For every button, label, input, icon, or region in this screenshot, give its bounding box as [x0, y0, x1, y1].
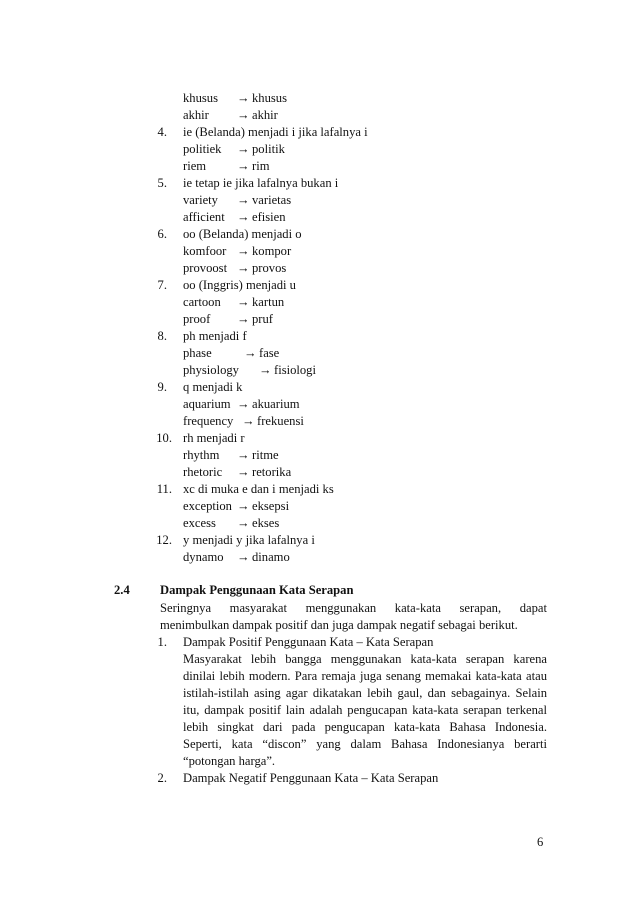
list-number: 1.: [157, 635, 167, 649]
arrow-icon: →: [237, 499, 250, 513]
example-target: provos: [252, 261, 287, 275]
arrow-icon: →: [237, 261, 250, 275]
paragraph-line: itu, dampak positif lain adalah pengucapan kata-kata serapan terkenal: [183, 703, 547, 717]
rule-number: 6.: [157, 227, 167, 241]
example-source: proof: [183, 312, 211, 326]
example-source: physiology: [183, 363, 239, 377]
rule-number: 7.: [157, 278, 167, 292]
paragraph-line: Masyarakat lebih bangga menggunakan kata-kata serapan karena: [183, 652, 547, 666]
example-source: komfoor: [183, 244, 227, 258]
example-source: rhythm: [183, 448, 220, 462]
example-target: fase: [259, 346, 280, 360]
example-target: dinamo: [252, 550, 290, 564]
rule-text: ie (Belanda) menjadi i jika lafalnya i: [183, 125, 368, 139]
rule-text: y menjadi y jika lafalnya i: [183, 533, 315, 547]
arrow-icon: →: [237, 210, 250, 224]
rule-number: 10.: [156, 431, 172, 445]
example-source: exception: [183, 499, 232, 513]
arrow-icon: →: [237, 397, 250, 411]
example-source: variety: [183, 193, 218, 207]
example-target: ekses: [252, 516, 280, 530]
arrow-icon: →: [237, 448, 250, 462]
paragraph-line: Seperti, kata “discon” yang dalam Bahasa Indonesianya berarti: [183, 737, 547, 751]
example-source: aquarium: [183, 397, 231, 411]
rule-text: ie tetap ie jika lafalnya bukan i: [183, 176, 339, 190]
arrow-icon: →: [237, 312, 250, 326]
arrow-icon: →: [237, 295, 250, 309]
arrow-icon: →: [237, 193, 250, 207]
rule-text: oo (Belanda) menjadi o: [183, 227, 302, 241]
paragraph-line: lebih singkat dari pada pengucapan kata-kata Bahasa Indonesia.: [183, 720, 547, 734]
arrow-icon: →: [242, 414, 255, 428]
arrow-icon: →: [259, 363, 272, 377]
example-source: khusus: [183, 91, 218, 105]
example-target: pruf: [252, 312, 273, 326]
example-target: akhir: [252, 108, 278, 122]
arrow-icon: →: [237, 159, 250, 173]
arrow-icon: →: [237, 91, 250, 105]
example-source: riem: [183, 159, 207, 173]
example-source: akhir: [183, 108, 209, 122]
example-target: akuarium: [252, 397, 300, 411]
section-number: 2.4: [114, 583, 130, 597]
intro-line: Seringnya masyarakat menggunakan kata-kata serapan, dapat: [160, 601, 547, 615]
arrow-icon: →: [244, 346, 257, 360]
rule-number: 11.: [156, 482, 172, 496]
example-source: frequency: [183, 414, 234, 428]
example-target: eksepsi: [252, 499, 290, 513]
example-target: varietas: [252, 193, 292, 207]
paragraph-line: istilah-istilah asing agar dikatakan lebih gaul, dan sebagainya. Selain: [183, 686, 547, 700]
example-source: afficient: [183, 210, 225, 224]
rule-text: q menjadi k: [183, 380, 243, 394]
rule-text: ph menjadi f: [183, 329, 247, 343]
arrow-icon: →: [237, 142, 250, 156]
example-target: ritme: [252, 448, 279, 462]
rule-number: 8.: [157, 329, 167, 343]
rule-number: 4.: [157, 125, 167, 139]
rule-number: 9.: [157, 380, 167, 394]
example-source: excess: [183, 516, 216, 530]
arrow-icon: →: [237, 465, 250, 479]
example-target: frekuensi: [257, 414, 304, 428]
example-target: kompor: [252, 244, 292, 258]
arrow-icon: →: [237, 108, 250, 122]
intro-line: menimbulkan dampak positif dan juga dampak negatif sebagai berikut.: [160, 618, 518, 632]
example-source: provoost: [183, 261, 228, 275]
rule-text: xc di muka e dan i menjadi ks: [183, 482, 334, 496]
arrow-icon: →: [237, 516, 250, 530]
section-title: Dampak Penggunaan Kata Serapan: [160, 583, 354, 597]
rule-text: rh menjadi r: [183, 431, 245, 445]
rule-number: 5.: [157, 176, 167, 190]
example-target: retorika: [252, 465, 292, 479]
example-target: fisiologi: [274, 363, 316, 377]
example-source: cartoon: [183, 295, 221, 309]
example-target: rim: [252, 159, 270, 173]
rule-text: oo (Inggris) menjadi u: [183, 278, 296, 292]
example-target: efisien: [252, 210, 286, 224]
rule-number: 12.: [156, 533, 172, 547]
example-target: khusus: [252, 91, 287, 105]
example-target: politik: [252, 142, 285, 156]
example-target: kartun: [252, 295, 285, 309]
example-source: rhetoric: [183, 465, 223, 479]
example-source: phase: [183, 346, 212, 360]
paragraph-line: dinilai lebih modern. Para remaja juga senang memakai kata-kata atau: [183, 669, 547, 683]
subsection-title: Dampak Positif Penggunaan Kata – Kata Serapan: [183, 635, 434, 649]
page-number: 6: [537, 835, 544, 849]
arrow-icon: →: [237, 550, 250, 564]
example-source: politiek: [183, 142, 222, 156]
example-source: dynamo: [183, 550, 224, 564]
arrow-icon: →: [237, 244, 250, 258]
subsection-title: Dampak Negatif Penggunaan Kata – Kata Serapan: [183, 771, 439, 785]
paragraph-line: “potongan harga”.: [183, 754, 276, 768]
list-number: 2.: [157, 771, 167, 785]
